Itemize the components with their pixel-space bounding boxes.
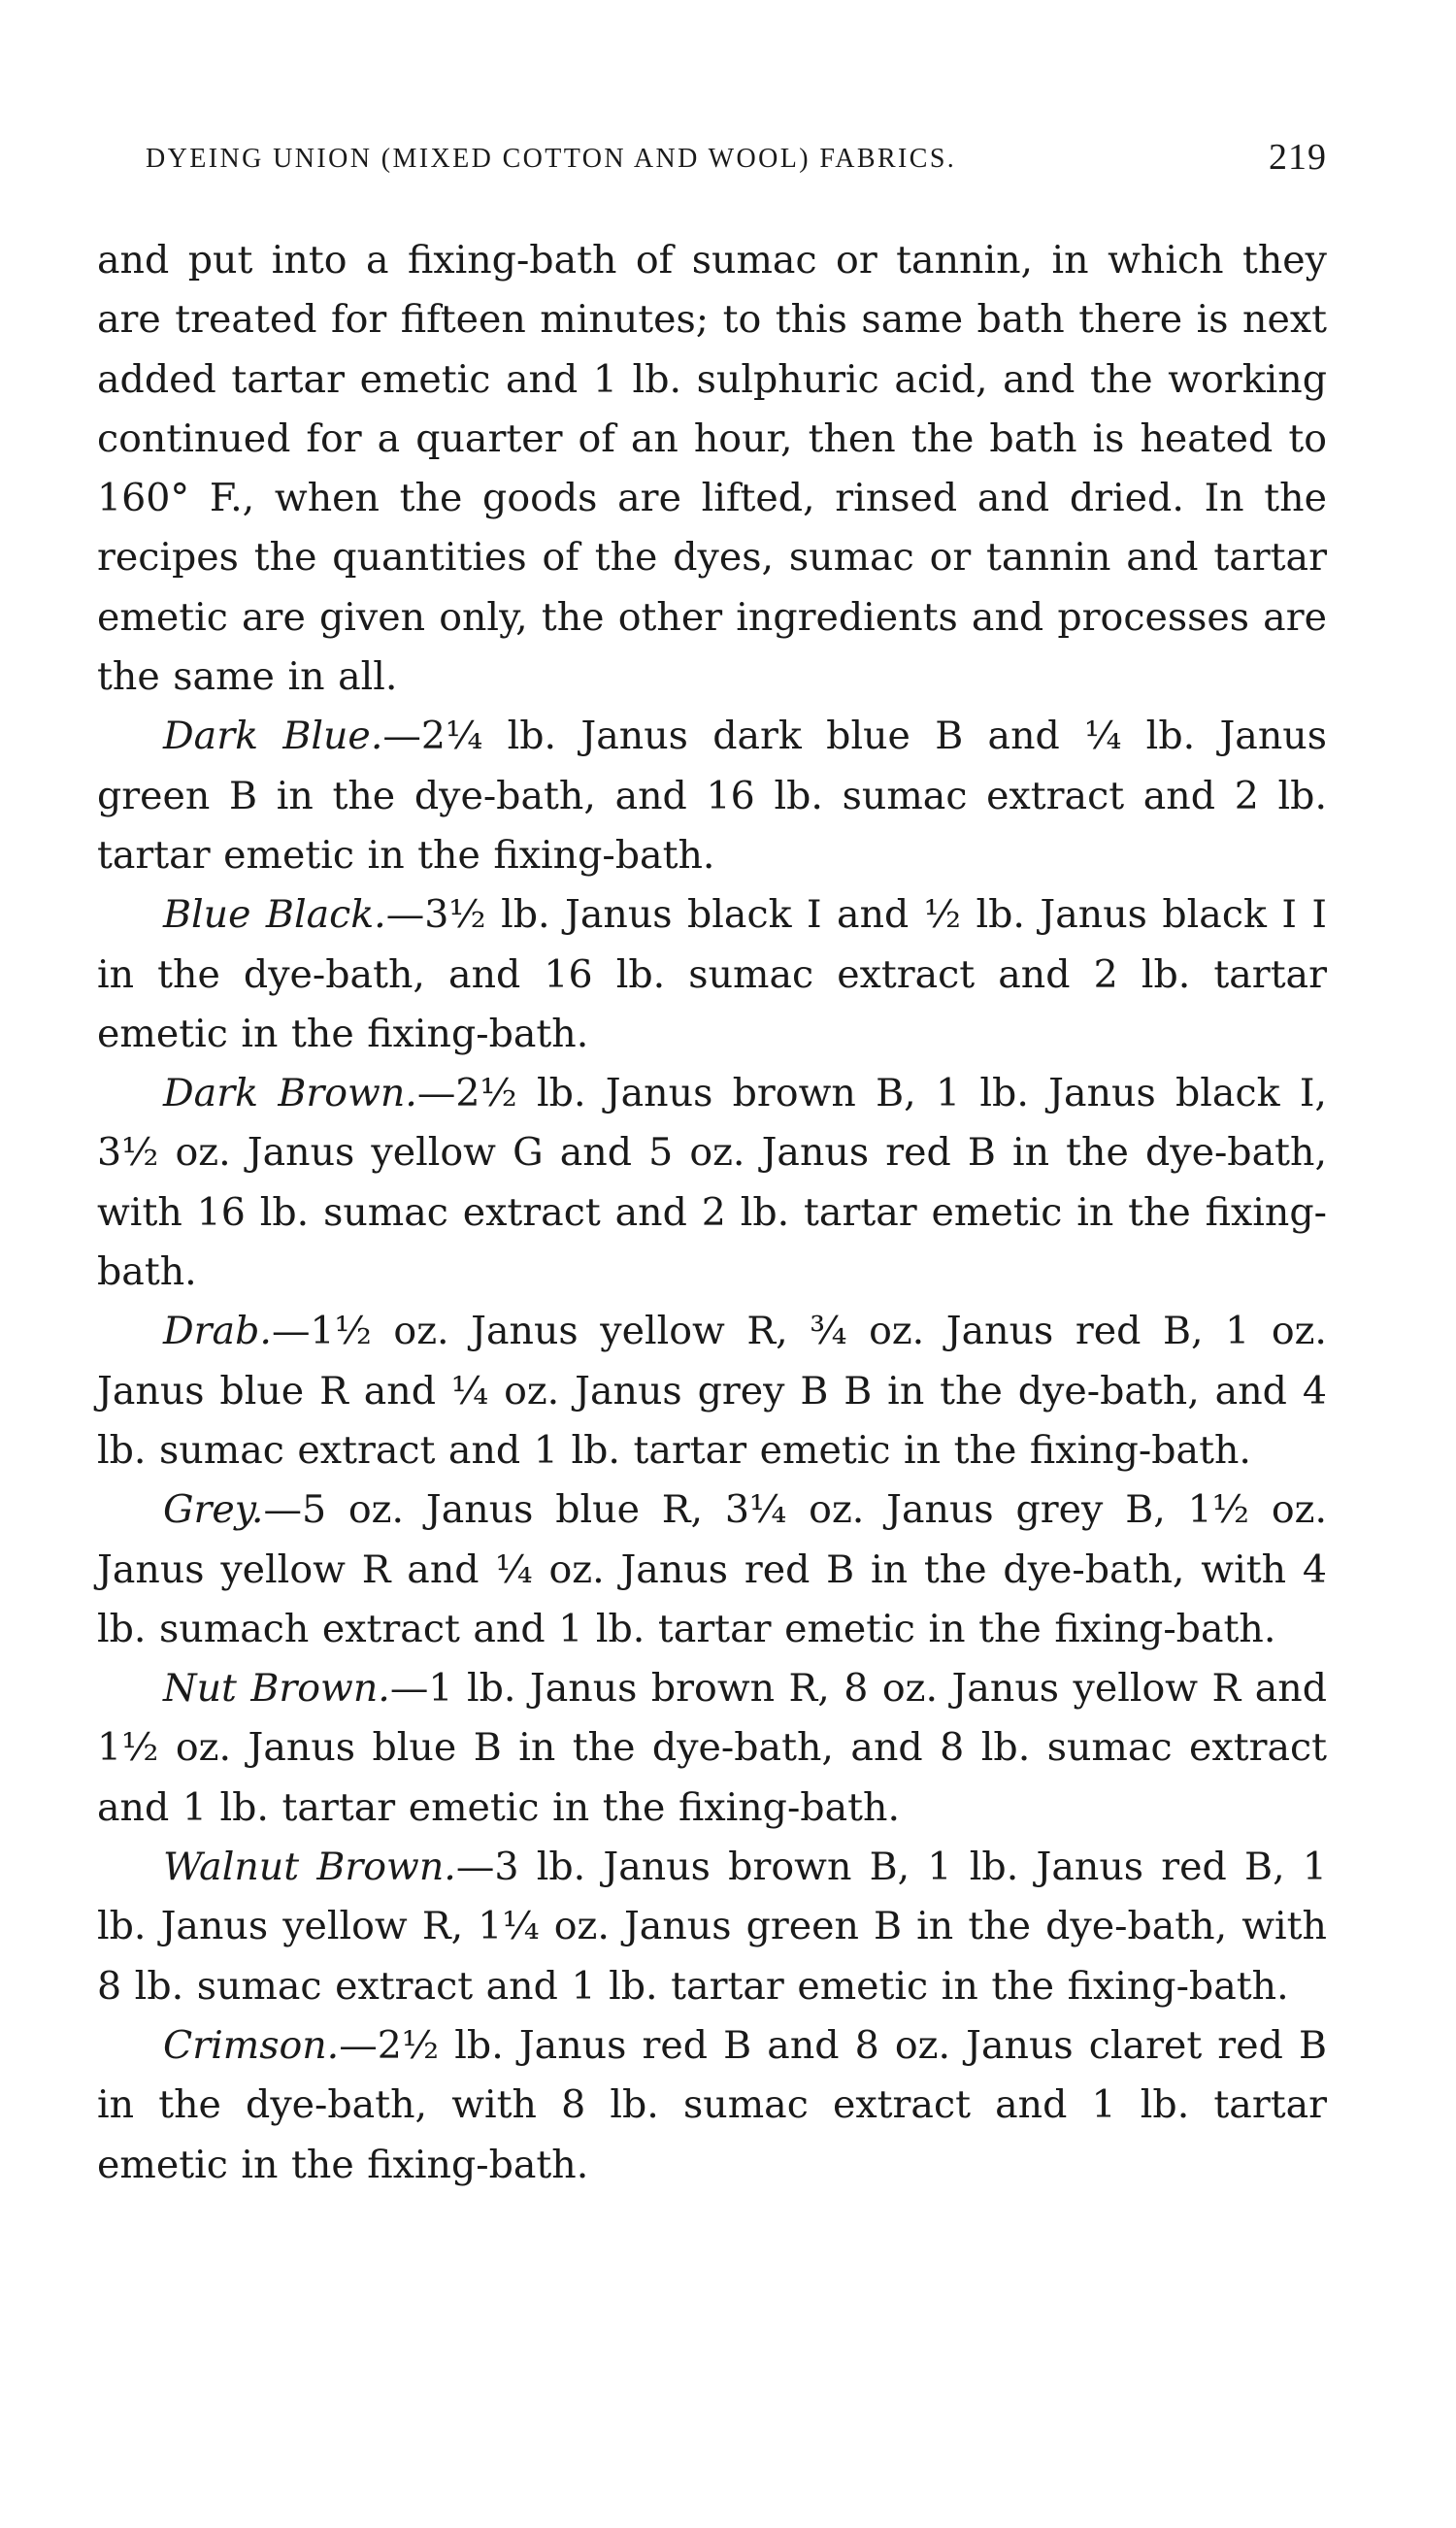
recipe-name: Nut Brown. — [163, 1666, 390, 1712]
running-head — [97, 136, 1327, 186]
recipe-text: —1½ oz. Janus yellow R, ¾ oz. Janus red B, 1 oz. Janus blue R and ¼ oz. Janus grey B B in the dye-bath, and 4 lb. sumac extract and 1 lb. tartar emetic in the fixing-bath. — [97, 1309, 1327, 1473]
recipe-name: Drab. — [163, 1309, 272, 1354]
book-page — [97, 136, 1327, 2195]
recipe-dark-blue — [97, 707, 1327, 885]
recipe-name: Grey. — [163, 1487, 264, 1533]
recipe-text: —2½ lb. Janus red B and 8 oz. Janus claret red B in the dye-bath, with 8 lb. sumac extract and 1 lb. tartar emetic in the fixing-bath. — [97, 2022, 1327, 2187]
recipe-dark-brown — [97, 1064, 1327, 1302]
recipe-name: Dark Brown. — [163, 1071, 417, 1116]
recipe-text: —1 lb. Janus brown R, 8 oz. Janus yellow R and 1½ oz. Janus blue B in the dye-bath, and 8 lb. sumac extract and 1 lb. tartar emetic in the fixing-bath. — [97, 1666, 1327, 1830]
page-number: 219 — [1269, 137, 1327, 178]
recipe-text: —3½ lb. Janus black I and ½ lb. Janus black I I in the dye-bath, and 16 lb. sumac extract and 2 lb. tartar emetic in the fixing-bath. — [97, 892, 1327, 1056]
recipe-blue-black — [97, 885, 1327, 1064]
recipe-nut-brown — [97, 1659, 1327, 1838]
recipe-text: —2¼ lb. Janus dark blue B and ¼ lb. Janus green B in the dye-bath, and 16 lb. sumac extract and 2 lb. tartar emetic in the fixing-bath. — [97, 714, 1327, 878]
recipe-name: Blue Black. — [163, 892, 386, 938]
recipe-drab — [97, 1302, 1327, 1480]
recipe-name: Walnut Brown. — [163, 1845, 456, 1890]
intro-paragraph: and put into a fixing-bath of sumac or tannin, in which they are treated for fifteen minutes; to this same bath there is next added tartar emetic and 1 lb. sulphuric acid, and the working continued for a quarter of an hour, then the bath is heated to 160° F., when the goods are lifted, rinsed and dried. In the recipes the quantities of the dyes, sumac or tannin and tartar emetic are given only, the other ingredients and processes are the same in all. — [97, 238, 1327, 700]
recipe-text: —3 lb. Janus brown B, 1 lb. Janus red B, 1 lb. Janus yellow R, 1¼ oz. Janus green B in the dye-bath, with 8 lb. sumac extract and 1 lb. tartar emetic in the fixing-bath. — [97, 1845, 1327, 2009]
recipe-name: Crimson. — [163, 2022, 340, 2068]
recipe-crimson — [97, 2016, 1327, 2195]
recipe-text: —5 oz. Janus blue R, 3¼ oz. Janus grey B, 1½ oz. Janus yellow R and ¼ oz. Janus red B in the dye-bath, with 4 lb. sumach extract and 1 lb. tartar emetic in the fixing-bath. — [97, 1487, 1327, 1651]
recipe-walnut-brown — [97, 1838, 1327, 2016]
running-title: DYEING UNION (MIXED COTTON AND WOOL) FABRICS. — [146, 144, 957, 174]
recipe-text: —2½ lb. Janus brown B, 1 lb. Janus black I, 3½ oz. Janus yellow G and 5 oz. Janus red B in the dye-bath, with 16 lb. sumac extract and 2 lb. tartar emetic in the fixing-bath. — [97, 1071, 1327, 1295]
recipe-name: Dark Blue. — [163, 714, 383, 759]
recipe-grey — [97, 1480, 1327, 1659]
